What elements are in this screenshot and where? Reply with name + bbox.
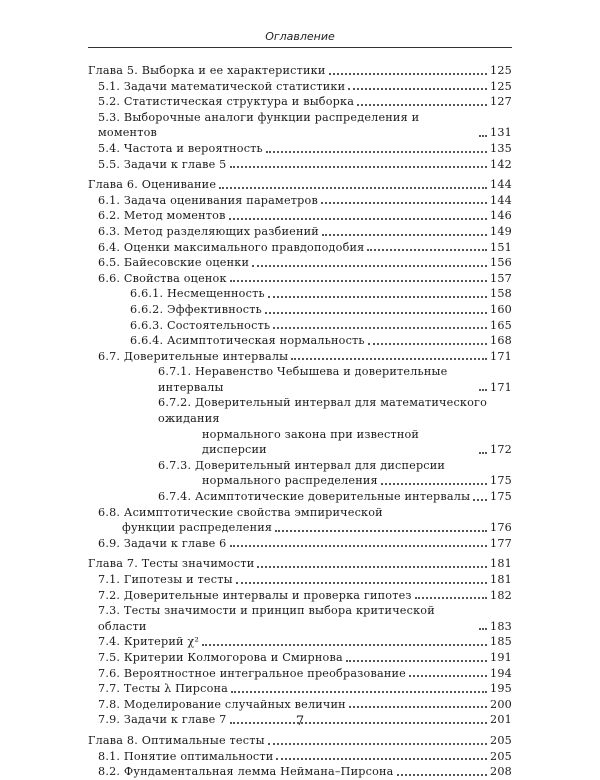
toc-entry-title: 5.2. Статистическая структура и выборка [98, 95, 355, 109]
toc-entry[interactable] [88, 681, 512, 697]
toc-entry-title: Глава 8. Оптимальные тесты [88, 733, 265, 747]
toc-page-number: 171 [490, 380, 512, 394]
dot-leader [236, 582, 487, 584]
toc-page-number: 175 [490, 474, 512, 488]
toc-entry[interactable] [88, 572, 512, 588]
toc-entry-title: 7.7. Тесты λ Пирсона [98, 682, 229, 696]
toc-entry-title: 5.3. Выборочные аналоги функции распределения и моментов [98, 110, 420, 140]
toc-page-number: 176 [490, 521, 512, 535]
toc-page-number: 125 [490, 64, 512, 77]
toc-page-number: 131 [490, 126, 512, 140]
toc-entry-title: 6.9. Задачи к главе 6 [98, 536, 227, 550]
toc-entry[interactable] [88, 193, 512, 209]
toc-entry[interactable] [88, 764, 512, 780]
toc-entry[interactable] [88, 94, 512, 110]
dot-leader [231, 691, 487, 693]
dot-leader [409, 675, 487, 677]
toc-entry-title: 7.9. Задачи к главе 7 [98, 713, 227, 727]
toc-entry-line [88, 505, 512, 521]
toc-page-number: 194 [490, 666, 512, 680]
dot-leader [275, 530, 487, 532]
toc-entry-title: 7.8. Моделирование случайных величин [98, 697, 346, 711]
toc-entry-title-continuation: функции распределения [122, 521, 273, 535]
dot-leader [268, 743, 487, 745]
toc-entry-title: 6.2. Метод моментов [98, 209, 226, 223]
toc-entry[interactable] [88, 364, 512, 395]
toc-entry[interactable] [88, 520, 512, 536]
toc-entry-title: 6.7.3. Доверительный интервал для дисперсии [158, 458, 446, 472]
dot-leader [473, 499, 487, 501]
dot-leader [479, 135, 487, 137]
toc-entry[interactable] [88, 255, 512, 271]
toc-entry-title: 6.5. Байесовские оценки [98, 256, 250, 270]
toc-page-number: 201 [490, 713, 512, 727]
toc-entry-title: 8.2. Фундаментальная лемма Неймана–Пирсона [98, 765, 394, 779]
toc-entry-title: 6.4. Оценки максимального правдоподобия [98, 240, 365, 254]
toc-page-number: 208 [490, 765, 512, 779]
toc-page-number: 205 [490, 749, 512, 763]
toc-entry-title-continuation: нормального распределения [202, 474, 378, 488]
dot-leader [230, 166, 488, 168]
toc-page-number: 157 [490, 271, 512, 285]
toc-entry-title: 8.1. Понятие оптимальности [98, 749, 274, 763]
toc-page-number: 177 [490, 536, 512, 550]
dot-leader [367, 249, 487, 251]
toc-entry[interactable] [88, 666, 512, 682]
dot-leader [368, 343, 487, 345]
dot-leader [321, 202, 487, 204]
toc-page-number: 200 [490, 697, 512, 711]
toc-entry-title: 7.6. Вероятностное интегральное преобразование [98, 666, 406, 680]
toc-entry[interactable] [88, 318, 512, 334]
toc-entry-line [88, 395, 512, 426]
toc-page-number: 156 [490, 256, 512, 270]
toc-page-number: 135 [490, 141, 512, 155]
toc-entry-title: 6.3. Метод разделяющих разбиений [98, 224, 319, 238]
toc-page-number: 144 [490, 193, 512, 207]
page-number: 7 [295, 714, 305, 729]
toc-entry[interactable] [88, 749, 512, 765]
dot-leader [479, 452, 487, 454]
toc-page-number: 183 [490, 619, 512, 633]
toc-entry-line [88, 458, 512, 474]
table-of-contents [88, 63, 512, 780]
toc-entry[interactable] [88, 588, 512, 604]
dot-leader [397, 774, 487, 776]
toc-page-number: 125 [490, 79, 512, 93]
toc-page-number: 181 [490, 557, 512, 571]
dot-leader [357, 104, 487, 106]
toc-entry-title: 6.6. Свойства оценок [98, 271, 227, 285]
dot-leader [415, 597, 487, 599]
toc-page-number: 158 [490, 287, 512, 301]
toc-page-number: 182 [490, 588, 512, 602]
dot-leader [381, 483, 487, 485]
toc-entry[interactable] [88, 603, 512, 634]
toc-entry-title: 6.6.2. Эффективность [130, 302, 262, 316]
dot-leader [202, 644, 487, 646]
dot-leader [348, 88, 487, 90]
toc-page-number: 185 [490, 635, 512, 649]
dot-leader [230, 280, 487, 282]
toc-entry-title: 6.7.2. Доверительный интервал для математического ожидания [158, 396, 488, 426]
toc-entry-title: 6.6.4. Асимптотическая нормальность [130, 334, 365, 348]
toc-entry-title: 6.6.3. Состоятельность [130, 318, 271, 332]
toc-page-number: 168 [490, 334, 512, 348]
dot-leader [291, 358, 487, 360]
toc-entry-title-continuation: нормального закона при известной дисперсии [202, 427, 420, 457]
toc-entry[interactable] [88, 286, 512, 302]
toc-page-number: 160 [490, 302, 512, 316]
toc-entry-title: 7.1. Гипотезы и тесты [98, 573, 233, 586]
header-rule [88, 47, 512, 48]
toc-entry[interactable] [88, 110, 512, 141]
toc-entry[interactable] [88, 271, 512, 287]
toc-chapter-entry[interactable] [88, 63, 512, 79]
toc-entry[interactable] [88, 333, 512, 349]
toc-entry-title: 5.4. Частота и вероятность [98, 141, 263, 155]
toc-chapter-entry[interactable] [88, 733, 512, 749]
toc-entry[interactable] [88, 79, 512, 95]
toc-entry[interactable] [88, 427, 512, 458]
toc-entry-title: 6.7.1. Неравенство Чебышева и доверительные интервалы [158, 365, 448, 394]
dot-leader [276, 758, 487, 760]
toc-entry[interactable] [88, 157, 512, 173]
toc-entry[interactable] [88, 240, 512, 256]
dot-leader [229, 218, 487, 220]
toc-entry-title: 7.5. Критерии Колмогорова и Смирнова [98, 650, 343, 664]
toc-entry-title: 6.7.4. Асимптотические доверительные интервалы [158, 490, 471, 504]
dot-leader [479, 628, 487, 630]
toc-entry-title: 6.7. Доверительные интервалы [98, 349, 289, 363]
toc-page-number: 151 [490, 240, 512, 254]
dot-leader [273, 327, 487, 329]
toc-entry[interactable] [88, 697, 512, 713]
toc-entry[interactable] [88, 302, 512, 318]
running-head-title: Оглавление [265, 30, 335, 43]
toc-entry[interactable] [88, 141, 512, 157]
toc-entry[interactable] [88, 349, 512, 365]
toc-entry-title: 6.1. Задача оценивания параметров [98, 193, 318, 207]
toc-page-number: 175 [490, 490, 512, 504]
toc-entry[interactable] [88, 489, 512, 505]
toc-page-number: 205 [490, 733, 512, 747]
toc-page-number: 144 [490, 178, 512, 192]
toc-entry-title: 7.3. Тесты значимости и принцип выбора критической области [98, 604, 435, 633]
dot-leader [219, 187, 487, 189]
toc-entry[interactable] [88, 536, 512, 552]
toc-entry-title: 5.1. Задачи математической статистики [98, 79, 346, 93]
toc-page-number: 181 [490, 573, 512, 586]
toc-entry-title: 6.6.1. Несмещенность [130, 287, 265, 301]
toc-entry[interactable] [88, 208, 512, 224]
dot-leader [349, 706, 487, 708]
toc-entry[interactable] [88, 473, 512, 489]
toc-entry-title: 5.5. Задачи к главе 5 [98, 157, 227, 171]
toc-page-number: 149 [490, 224, 512, 238]
toc-page-number: 191 [490, 650, 512, 664]
toc-entry[interactable] [88, 224, 512, 240]
toc-chapter-entry[interactable] [88, 177, 512, 193]
dot-leader [268, 296, 487, 298]
dot-leader [329, 73, 487, 75]
toc-entry-title: Глава 5. Выборка и ее характеристики [88, 64, 326, 77]
dot-leader [252, 265, 487, 267]
dot-leader [265, 312, 487, 314]
toc-entry-title: 7.2. Доверительные интервалы и проверка гипотез [98, 588, 412, 602]
toc-entry-title: Глава 6. Оценивание [88, 178, 217, 192]
dot-leader [346, 660, 487, 662]
toc-entry[interactable] [88, 650, 512, 666]
toc-chapter-entry[interactable] [88, 556, 512, 572]
dot-leader [322, 234, 487, 236]
toc-page-number: 146 [490, 209, 512, 223]
toc-entry-title: 7.4. Критерий χ² [98, 635, 200, 649]
toc-entry[interactable] [88, 634, 512, 650]
dot-leader [479, 389, 487, 391]
dot-leader [266, 151, 487, 153]
dot-leader [257, 566, 487, 568]
toc-page-number: 142 [490, 157, 512, 171]
toc-page-number: 165 [490, 318, 512, 332]
toc-page-number: 172 [490, 443, 512, 457]
dot-leader [230, 545, 488, 547]
toc-page-number: 127 [490, 95, 512, 109]
toc-page-number: 195 [490, 682, 512, 696]
toc-entry-title: Глава 7. Тесты значимости [88, 557, 255, 571]
toc-page-number: 171 [490, 349, 512, 363]
toc-entry-title: 6.8. Асимптотические свойства эмпирической [98, 505, 383, 519]
